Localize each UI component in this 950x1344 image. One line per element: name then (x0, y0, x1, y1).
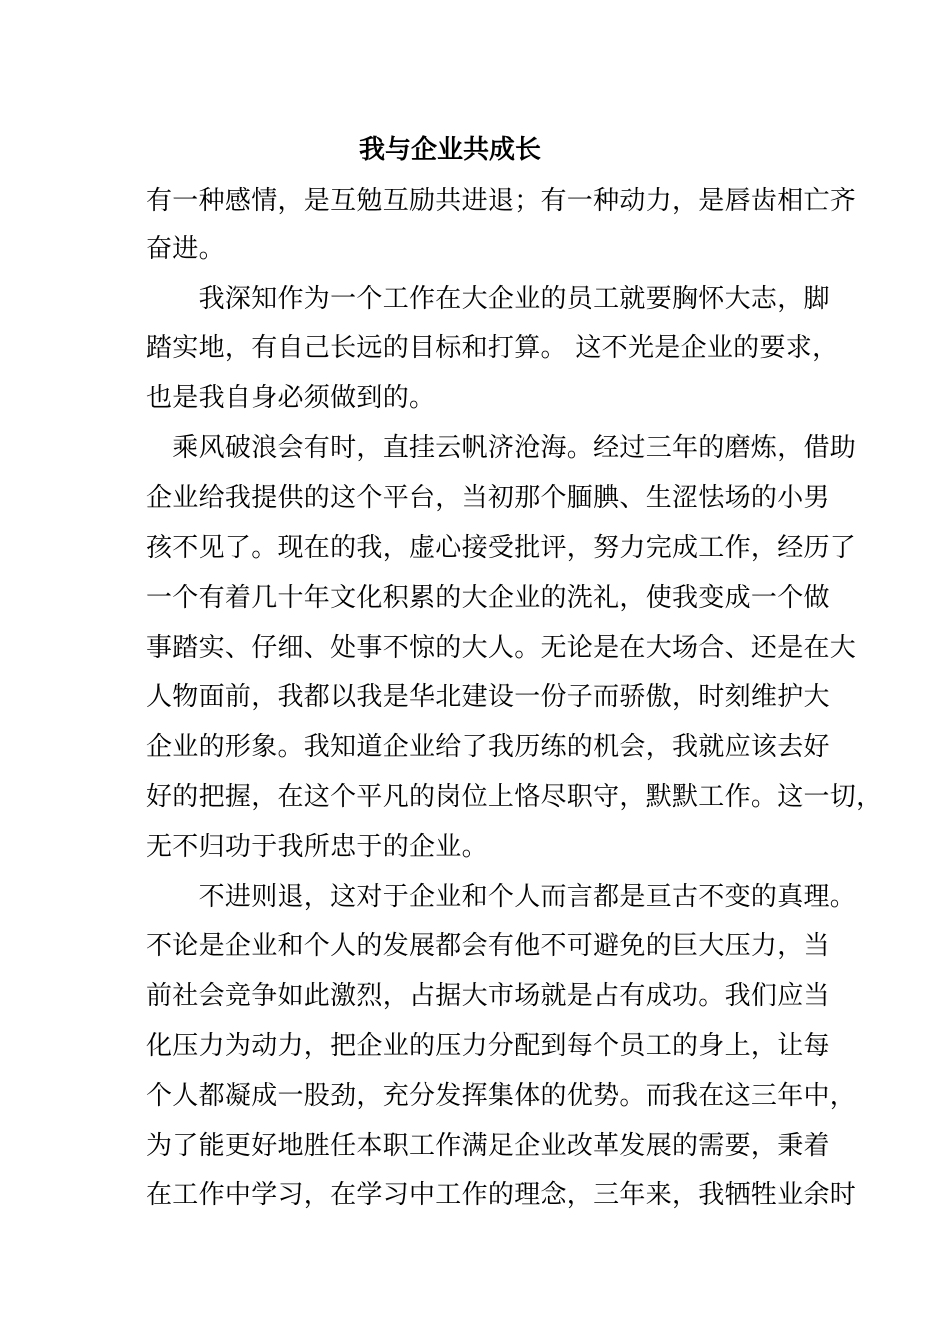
text-line: 在工作中学习，在学习中工作的理念，三年来，我牺牲业余时 (146, 1180, 857, 1210)
text-line: 个人都凝成一股劲，充分发挥集体的优势。而我在这三年中， (146, 1081, 857, 1111)
text-line: 乘风破浪会有时，直挂云帆济沧海。经过三年的磨炼，借助 (146, 433, 857, 463)
text-line: 好的把握，在这个平凡的岗位上恪尽职守，默默工作。这一切， (146, 782, 883, 812)
text-line: 企业给我提供的这个平台，当初那个腼腆、生涩怯场的小男 (146, 483, 830, 513)
text-line: 事踏实、仔细、处事不惊的大人。无论是在大场合、还是在大 (146, 633, 857, 663)
text-line: 一个有着几十年文化积累的大企业的洗礼，使我变成一个做 (146, 583, 830, 613)
text-line: 不进则退，这对于企业和个人而言都是亘古不变的真理。 (146, 882, 857, 912)
document-title: 我与企业共成长 (358, 135, 541, 165)
text-line: 人物面前，我都以我是华北建设一份子而骄傲，时刻维护大 (146, 682, 830, 712)
text-line: 奋进。 (146, 234, 225, 264)
text-line: 有一种感情，是互勉互励共进退；有一种动力，是唇齿相亡齐 (146, 186, 857, 216)
text-line: 无不归功于我所忠于的企业。 (146, 832, 488, 862)
text-line: 企业的形象。我知道企业给了我历练的机会，我就应该去好 (146, 732, 830, 762)
text-line: 踏实地，有自己长远的目标和打算。 这不光是企业的要求， (146, 333, 839, 363)
text-line: 不论是企业和个人的发展都会有他不可避免的巨大压力，当 (146, 931, 830, 961)
text-line: 化压力为动力，把企业的压力分配到每个员工的身上，让每 (146, 1031, 830, 1061)
text-line: 我深知作为一个工作在大企业的员工就要胸怀大志，脚 (146, 284, 830, 314)
text-line: 孩不见了。现在的我，虚心接受批评，努力完成工作，经历了 (146, 533, 857, 563)
text-line: 也是我自身必须做到的。 (146, 383, 436, 413)
text-line: 前社会竞争如此激烈，占据大市场就是占有成功。我们应当 (146, 981, 830, 1011)
text-line: 为了能更好地胜任本职工作满足企业改革发展的需要，秉着 (146, 1131, 830, 1161)
